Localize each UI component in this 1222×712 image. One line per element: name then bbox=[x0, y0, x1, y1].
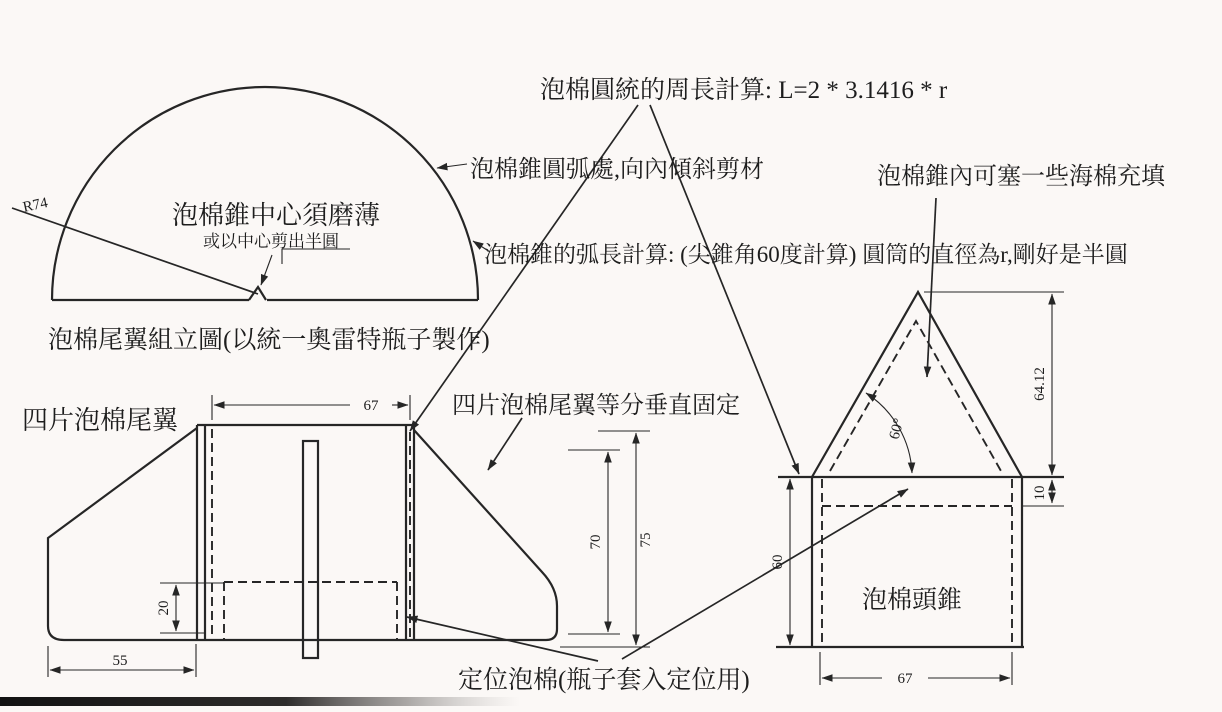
right-fin-outline bbox=[414, 430, 557, 640]
dim20-label: 20 bbox=[156, 600, 172, 616]
dim60-label: 60 bbox=[770, 554, 786, 570]
fin-assembly-figure bbox=[22, 392, 740, 677]
dim67b-extensions bbox=[820, 652, 1012, 685]
cone-pattern-semicircle bbox=[12, 87, 478, 300]
dim67-extensions bbox=[212, 395, 410, 420]
dim6412-label: 64.12 bbox=[1032, 367, 1048, 401]
half-circle-cut-mark bbox=[282, 249, 350, 264]
nose-cone-figure bbox=[770, 292, 1064, 687]
bottle-tube-walls bbox=[197, 425, 414, 640]
fins-mount-arrow bbox=[488, 418, 522, 470]
body-inner-dashed-walls bbox=[822, 479, 1012, 645]
dim10-label: 10 bbox=[1032, 485, 1048, 501]
formula-leader-left bbox=[410, 105, 638, 431]
angle-label: 60° bbox=[886, 416, 908, 442]
scan-smudge bbox=[0, 697, 520, 706]
dim75-label: 75 bbox=[638, 532, 654, 548]
nose-cone-label: 泡棉頭錐 bbox=[862, 587, 963, 614]
positioning-foam-dashed-box bbox=[224, 582, 397, 639]
stuffing-leader bbox=[927, 198, 936, 377]
assembly-caption: 泡棉尾翼組立圖(以統一奧雷特瓶子製作) bbox=[48, 327, 490, 354]
circumference-formula: 泡棉圓統的周長計算: L=2 * 3.1416 * r bbox=[540, 77, 948, 104]
dim67b-label: 67 bbox=[897, 671, 913, 687]
body-rect bbox=[776, 477, 1024, 647]
arc-edge-leader bbox=[437, 164, 467, 168]
fins-mount-note: 四片泡棉尾翼等分垂直固定 bbox=[452, 393, 740, 419]
cone-center-subnote: 或以中心剪出半圓 bbox=[203, 232, 339, 251]
dim70-label: 70 bbox=[588, 534, 604, 550]
stuffing-note: 泡棉錐內可塞一些海棉充填 bbox=[877, 164, 1165, 190]
fins-label: 四片泡棉尾翼 bbox=[22, 406, 179, 435]
center-fin-strip bbox=[303, 441, 318, 658]
tube-centerlines bbox=[212, 429, 410, 639]
semicircle-arc bbox=[52, 87, 478, 300]
cone-center-note: 泡棉錐中心須磨薄 bbox=[172, 201, 381, 230]
left-fin-outline bbox=[48, 428, 546, 640]
positioning-foam-note: 定位泡棉(瓶子套入定位用) bbox=[458, 667, 750, 694]
positioning-foam-annotation bbox=[407, 489, 908, 694]
dim55-label: 55 bbox=[112, 653, 128, 669]
cone-triangle bbox=[812, 292, 1022, 477]
arc-edge-note: 泡棉錐圓弧處,向內傾斜剪材 bbox=[470, 157, 764, 183]
radius-label: R74 bbox=[21, 195, 50, 216]
center-arrow bbox=[261, 255, 272, 285]
arc-length-note: 泡棉錐的弧長計算: (尖錐角60度計算) 圓筒的直徑為r,剛好是半圓 bbox=[484, 242, 1128, 267]
positioning-arrow-right bbox=[622, 489, 908, 659]
dim67-label: 67 bbox=[363, 398, 379, 414]
